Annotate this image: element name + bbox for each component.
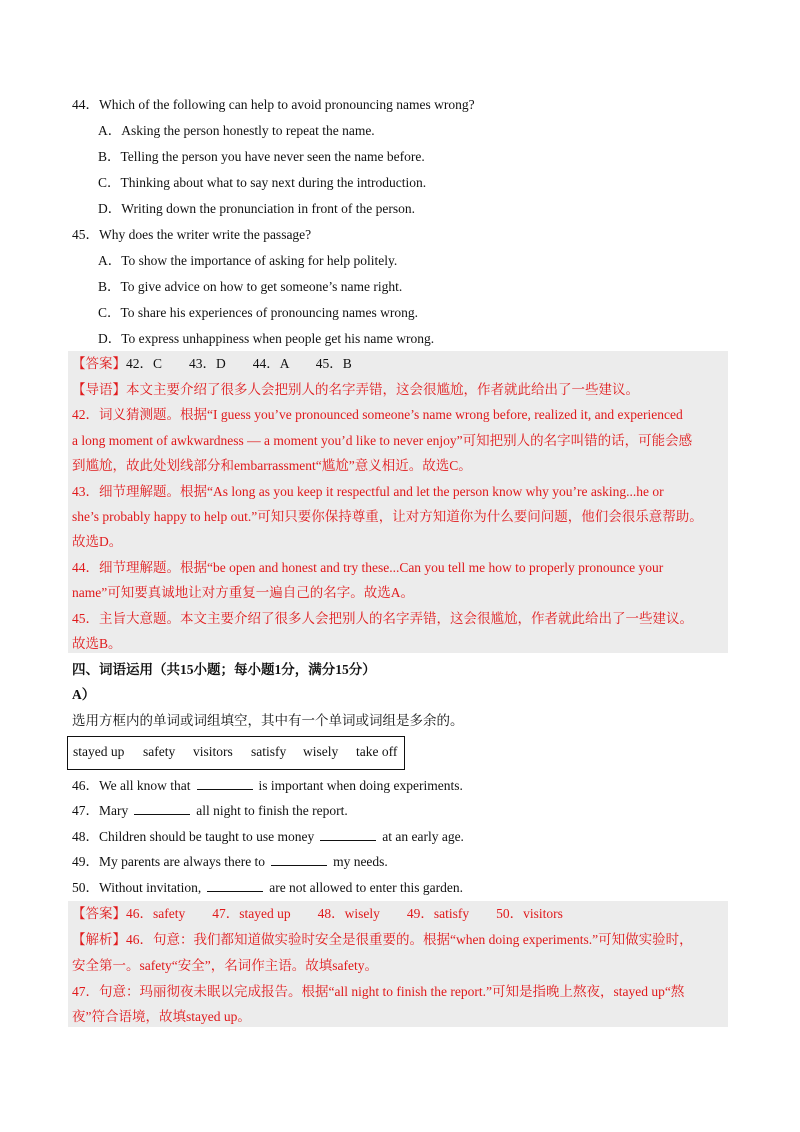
question-45-option-b: B．To give advice on how to get someone’s name right. xyxy=(98,279,403,294)
analysis-line: 45．主旨大意题。本文主要介绍了很多人会把别人的名字弄错，这会很尴尬，作者就此给出了一些建议。 xyxy=(72,611,693,626)
fill-question-text: 48．Children should be taught to use money xyxy=(72,829,315,844)
analysis-line: a long moment of awkwardness — a moment you’d like to never enjoy”可知把别人的名字叫错的话，可能会感 xyxy=(72,433,693,448)
answer-blank xyxy=(271,853,327,866)
guide-line xyxy=(72,381,639,399)
fill-question-text: 47．Mary xyxy=(72,803,129,818)
analysis-line: 故选B。 xyxy=(72,636,122,651)
section-title: 四、词语运用（共15小题；每小题1分，满分15分） xyxy=(72,662,376,677)
answer-label: 【答案】 xyxy=(72,906,126,921)
fill-question-text: 50．Without invitation, xyxy=(72,880,202,895)
fill-question-46 xyxy=(72,777,463,795)
analysis-label: 【解析】 xyxy=(72,932,126,947)
analysis-line: 43．细节理解题。根据“As long as you keep it respectful and let the person know why you’re asking...he or xyxy=(72,484,664,499)
question-45-option-c: C．To share his experiences of pronouncing names wrong. xyxy=(98,305,418,320)
analysis-line: 故选D。 xyxy=(72,534,123,549)
fill-question-text: 46．We all know that xyxy=(72,778,191,793)
word-box xyxy=(67,736,405,770)
question-45-option-a: A．To show the importance of asking for help politely. xyxy=(98,253,398,268)
word-box-item: satisfy xyxy=(251,744,287,759)
answer-label: 【答案】 xyxy=(72,356,126,371)
analysis-line: 安全第一。safety“安全”，名词作主语。故填safety。 xyxy=(72,958,378,973)
guide-label: 【导语】 xyxy=(72,382,126,397)
fill-question-text: is important when doing experiments. xyxy=(258,778,463,793)
fill-question-48 xyxy=(72,828,464,846)
answer-blank xyxy=(197,777,253,790)
answer-blank xyxy=(134,802,190,815)
word-box-item: wisely xyxy=(303,744,339,759)
question-45-stem: 45．Why does the writer write the passage? xyxy=(72,227,312,242)
section-part: A） xyxy=(72,687,96,702)
question-44-option-b: B．Telling the person you have never seen the name before. xyxy=(98,149,425,164)
answer-line-1 xyxy=(72,355,352,373)
word-box-item: stayed up xyxy=(73,744,125,759)
fill-question-text: 49．My parents are always there to xyxy=(72,854,266,869)
question-45-option-d: D．To express unhappiness when people get his name wrong. xyxy=(98,331,435,346)
analysis-text: 46．句意：我们都知道做实验时安全是很重要的。根据“when doing experiments.”可知做实验时， xyxy=(126,932,693,947)
fill-question-49 xyxy=(72,853,388,871)
question-44-stem: 44．Which of the following can help to avoid pronouncing names wrong? xyxy=(72,97,475,112)
guide-text: 本文主要介绍了很多人会把别人的名字弄错，这会很尴尬，作者就此给出了一些建议。 xyxy=(126,382,639,397)
analysis-line: she’s probably happy to help out.”可知只要你保持尊重，让对方知道你为什么要问问题，他们会很乐意帮助。 xyxy=(72,509,703,524)
fill-question-text: my needs. xyxy=(333,854,388,869)
analysis-line: 44．细节理解题。根据“be open and honest and try these...Can you tell me how to properly pronounce your xyxy=(72,560,664,575)
fill-question-50 xyxy=(72,879,463,897)
analysis-line: 夜”符合语境，故填stayed up。 xyxy=(72,1009,251,1024)
analysis2-line-1 xyxy=(72,931,693,949)
answer-line-2 xyxy=(72,905,563,923)
fill-question-text: all night to finish the report. xyxy=(196,803,348,818)
analysis-line: 47．句意：玛丽彻夜未眠以完成报告。根据“all night to finish the report.”可知是指晚上熬夜，stayed up“熬 xyxy=(72,984,685,999)
fill-question-47 xyxy=(72,802,348,820)
answer-blank xyxy=(207,879,263,892)
word-box-item: visitors xyxy=(193,744,233,759)
question-44-option-a: A．Asking the person honestly to repeat the name. xyxy=(98,123,375,138)
answer-text: 46．safety 47．stayed up 48．wisely 49．satisfy 50．visitors xyxy=(126,906,563,921)
word-box-item: take off xyxy=(356,744,398,759)
question-44-option-d: D．Writing down the pronunciation in front of the person. xyxy=(98,201,416,216)
fill-question-text: are not allowed to enter this garden. xyxy=(269,880,464,895)
analysis-line: 到尴尬，故此处划线部分和embarrassment“尴尬”意义相近。故选C。 xyxy=(72,458,472,473)
question-44-option-c: C．Thinking about what to say next during the introduction. xyxy=(98,175,427,190)
answer-blank xyxy=(320,828,376,841)
fill-question-text: at an early age. xyxy=(382,829,464,844)
analysis-line: 42．词义猜测题。根据“I guess you’ve pronounced someone’s name wrong before, realized it, and experienced xyxy=(72,407,683,422)
analysis-line: name”可知要真诚地让对方重复一遍自己的名字。故选A。 xyxy=(72,585,414,600)
word-box-item: safety xyxy=(143,744,176,759)
answer-text: 42．C 43．D 44．A 45．B xyxy=(126,356,352,371)
section-instruction: 选用方框内的单词或词组填空，其中有一个单词或词组是多余的。 xyxy=(72,713,464,728)
